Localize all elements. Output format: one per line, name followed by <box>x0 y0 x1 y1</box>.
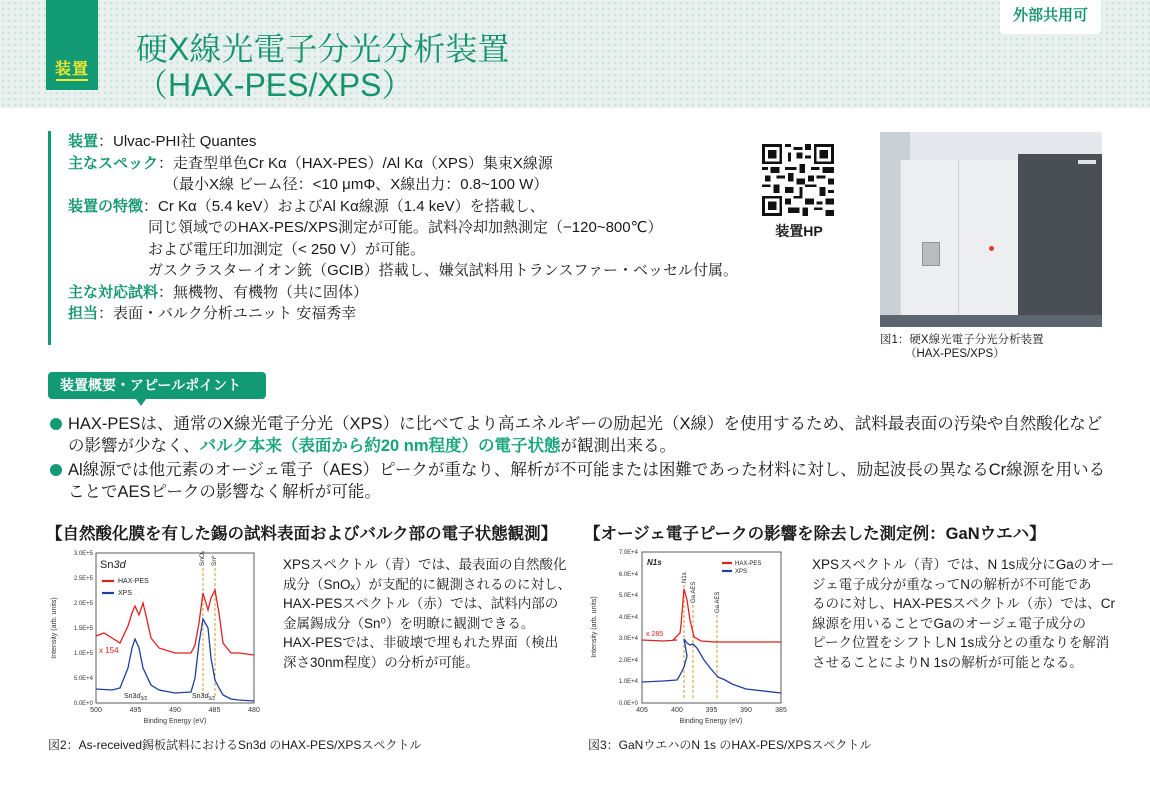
external-use-badge: 外部共用可 <box>1000 0 1101 34</box>
svg-text:XPS: XPS <box>118 590 133 597</box>
example-heading-left: 【自然酸化膜を有した錫の試料表面およびバルク部の電子状態観測】 <box>46 525 558 543</box>
category-label: 装置 <box>54 61 89 78</box>
section-tag-overview: 装置概要・アピールポイント <box>48 372 266 399</box>
example-heading-right: 【オージェ電子ピークの影響を除去した測定例：GaNウエハ】 <box>584 525 1046 543</box>
svg-text:390: 390 <box>740 707 752 714</box>
spec-row-samples <box>68 282 748 304</box>
chart-n1s <box>586 545 801 725</box>
spec-row-features-cont <box>68 217 748 239</box>
chart-sn3d <box>46 548 268 728</box>
svg-text:x 285: x 285 <box>646 631 664 638</box>
spec-key: 担当 <box>68 305 99 322</box>
spec-value: ：Ulvac-PHI社 Quantes <box>98 133 257 150</box>
svg-text:6.0E+4: 6.0E+4 <box>618 572 638 578</box>
svg-text:3.0E+5: 3.0E+5 <box>73 551 93 557</box>
spec-row-features <box>68 196 748 218</box>
spec-row-device <box>68 131 748 153</box>
instrument-photo <box>880 132 1102 327</box>
svg-text:2.5E+5: 2.5E+5 <box>73 576 93 582</box>
svg-text:385: 385 <box>775 707 787 714</box>
bullet-dot-icon <box>50 418 62 430</box>
spec-row-specs <box>68 153 748 175</box>
spec-row-features-cont <box>68 239 748 261</box>
svg-text:7.0E+4: 7.0E+4 <box>618 550 638 556</box>
qr-label: 装置HP <box>775 223 823 239</box>
spec-value: ：無機物、有機物（共に固体） <box>158 283 369 301</box>
svg-text:HAX-PES: HAX-PES <box>735 561 762 567</box>
svg-text:Intensity (arb. units): Intensity (arb. units) <box>51 597 58 659</box>
svg-text:Intensity (arb. units): Intensity (arb. units) <box>591 596 598 658</box>
spec-row-specs-cont <box>68 174 748 196</box>
svg-text:480: 480 <box>248 707 260 714</box>
svg-text:Sn⁰: Sn⁰ <box>211 555 218 566</box>
category-box <box>46 0 98 90</box>
svg-text:2.0E+4: 2.0E+4 <box>618 658 638 664</box>
svg-text:SnOₓ: SnOₓ <box>199 550 206 566</box>
spec-key: 主な対応試料 <box>68 283 159 301</box>
spec-value: ガスクラスターイオン銃（GCIB）搭載し、嫌気試料用トランスファー・ベッセル付属。 <box>148 262 739 279</box>
svg-text:XPS: XPS <box>735 569 748 575</box>
page-title-line1: 硬X線光電子分光分析装置 <box>136 31 510 67</box>
bullet-item: Al線源では他元素のオージェ電子（AES）ピークが重なり、解析が不可能または困難であった材料に対し、励起波長の異なるCr線源を用いる ことでAESピークの影響なく解析が可能。 <box>48 459 1118 503</box>
svg-text:500: 500 <box>90 707 102 714</box>
svg-text:N1s: N1s <box>682 572 688 583</box>
bullet-dot-icon <box>50 464 62 476</box>
example-description-left: XPSスペクトル（青）では、最表面の自然酸化 成分（SnOₓ）が支配的に観測されるのに対し、 HAX-PESスペクトル（赤）では、試料内部の 金属錫成分（Sn⁰）を明瞭に観測できる。 HAX-PESでは、非破壊で埋もれた界面（検出 深さ30nm程度）の分析が可能。 <box>283 557 571 670</box>
page-title-line2: （HAX-PES/XPS） <box>136 67 414 103</box>
svg-text:N1s: N1s <box>647 558 662 567</box>
page-header <box>0 0 1150 108</box>
svg-text:Binding Energy (eV): Binding Energy (eV) <box>679 718 743 725</box>
category-underline <box>56 79 88 81</box>
spec-key: 装置の特徴 <box>68 197 144 215</box>
svg-text:5.0E+4: 5.0E+4 <box>618 593 638 599</box>
highlight-text: バルク本来（表面から約20 nm程度）の電子状態 <box>199 437 561 455</box>
svg-text:485: 485 <box>208 707 221 714</box>
svg-text:0.0E+0: 0.0E+0 <box>618 701 638 707</box>
figure-caption-3: 図3：GaNウエハのN 1s のHAX-PES/XPSスペクトル <box>588 738 872 752</box>
spec-value: （最小X線 ビーム径：<10 μmΦ、X線出力：0.8~100 W） <box>164 176 549 193</box>
svg-text:1.5E+5: 1.5E+5 <box>73 626 93 632</box>
spec-list <box>48 131 748 345</box>
spec-value: 同じ領域でのHAX-PES/XPS測定が可能。試料冷却加熱測定（−120~800℃） <box>148 219 663 236</box>
spec-value: ：Cr Kα（5.4 keV）およびAl Kα線源（1.4 keV）を搭載し、 <box>143 197 545 215</box>
spec-row-contact <box>68 303 748 325</box>
svg-text:4.0E+4: 4.0E+4 <box>618 615 638 621</box>
svg-text:0.0E+0: 0.0E+0 <box>73 701 93 707</box>
bullet-item: HAX-PESは、通常のX線光電子分光（XPS）に比べてより高エネルギーの励起光（X線）を使用するため、試料最表面の汚染や自然酸化など の影響が少なく、バルク本来（表面から約20 nm程度）の電子状態が観測出来る。 <box>48 413 1118 457</box>
svg-text:395: 395 <box>705 707 718 714</box>
figure-caption-2: 図2：As-received錫板試料におけるSn3d のHAX-PES/XPSスペクトル <box>48 738 422 752</box>
qr-code-icon[interactable] <box>762 144 834 216</box>
svg-text:Ga AES: Ga AES <box>691 581 697 603</box>
svg-text:2.0E+5: 2.0E+5 <box>73 601 93 607</box>
photo-caption: 図1：硬X線光電子分光分析装置 （HAX-PES/XPS） <box>880 334 1044 360</box>
svg-text:Ga AES: Ga AES <box>715 591 721 613</box>
example-description-right: XPSスペクトル（青）では、N 1s成分にGaのオー ジェ電子成分が重なってNの解析が不可能であ るのに対し、HAX-PESスペクトル（赤）では、Cr 線源を用いることでGaのオージェ電子成分の ピーク位置をシフトしN 1s成分との重なりを解消 させることによりN 1sの解析が可能となる。 <box>812 557 1116 670</box>
spec-row-features-cont <box>68 260 748 282</box>
svg-text:495: 495 <box>129 707 142 714</box>
spec-value: ：表面・バルク分析ユニット 安福秀幸 <box>98 305 357 322</box>
spec-value: および電圧印加測定（< 250 V）が可能。 <box>148 240 426 258</box>
svg-text:400: 400 <box>671 707 683 714</box>
svg-text:3.0E+4: 3.0E+4 <box>618 636 638 642</box>
svg-text:Sn3d: Sn3d <box>100 559 126 571</box>
spec-value: ：走査型単色Cr Kα（HAX-PES）/Al Kα（XPS）集束X線源 <box>158 154 553 172</box>
svg-text:490: 490 <box>169 707 181 714</box>
spec-key: 装置 <box>68 133 99 150</box>
svg-text:5.0E+4: 5.0E+4 <box>73 676 93 682</box>
svg-text:x 154: x 154 <box>99 646 119 655</box>
svg-text:Binding Energy (eV): Binding Energy (eV) <box>143 718 207 725</box>
svg-text:HAX-PES: HAX-PES <box>118 578 149 585</box>
svg-text:1.0E+4: 1.0E+4 <box>618 679 638 685</box>
svg-text:Sn3d3/2: $Sn3d_{3/2}$ <box>124 693 148 702</box>
svg-text:1.0E+5: 1.0E+5 <box>73 651 93 657</box>
svg-text:Sn3d5/2: $Sn3d_{5/2}$ <box>192 693 216 702</box>
overview-bullets <box>48 413 1118 505</box>
svg-text:405: 405 <box>636 707 648 714</box>
spec-key: 主なスペック <box>68 154 159 172</box>
